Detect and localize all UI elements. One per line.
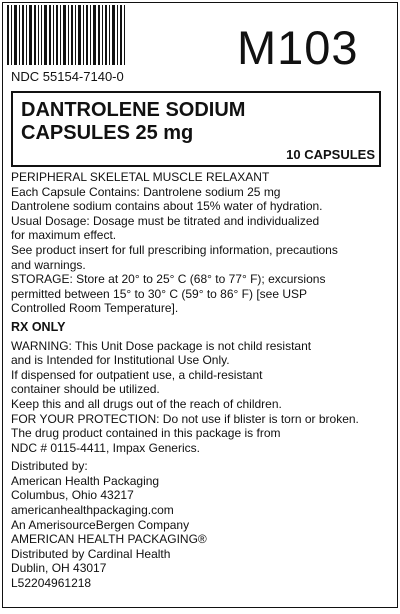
product-name: DANTROLENE SODIUM — [21, 99, 246, 121]
drug-label — [2, 2, 398, 608]
distributor-name: American Health Packaging — [11, 473, 160, 488]
source-line-2: NDC # 0115-4411, Impax Generics. — [11, 440, 200, 455]
warning-line-1: WARNING: This Unit Dose package is not child resistant — [11, 338, 312, 353]
warning-line-2: and is Intended for Institutional Use Only. — [11, 353, 230, 368]
barcode — [7, 5, 125, 65]
label-body — [11, 170, 395, 591]
capsule-count: 10 CAPSULES — [286, 147, 375, 162]
storage-line-2: permitted between 15° to 30° C (59° to 86° F) [see USP — [11, 286, 308, 301]
contains-line-2: Dantrolene sodium contains about 15% water of hydration. — [11, 199, 323, 214]
insert-line-2: and warnings. — [11, 257, 86, 272]
insert-line-1: See product insert for full prescribing information, precautions — [11, 242, 338, 257]
ndc-number: NDC 55154-7140-0 — [11, 69, 124, 84]
dosage-line-1: Usual Dosage: Dosage must be titrated and individualized — [11, 213, 320, 228]
source-line-1: The drug product contained in this package is from — [11, 426, 281, 441]
keep-away-line: Keep this and all drugs out of the reach of children. — [11, 396, 282, 411]
contains-line-1: Each Capsule Contains: Dantrolene sodium 25 mg — [11, 184, 281, 199]
product-code: M103 — [237, 21, 359, 74]
cardinal-distributor: Distributed by Cardinal Health — [11, 546, 171, 561]
drug-class: PERIPHERAL SKELETAL MUSCLE RELAXANT — [11, 170, 270, 184]
distributed-by-label: Distributed by: — [11, 459, 88, 474]
protection-line: FOR YOUR PROTECTION: Do not use if blister is torn or broken. — [11, 411, 359, 426]
parent-company: An AmerisourceBergen Company — [11, 517, 190, 532]
warning-line-4: container should be utilized. — [11, 382, 160, 397]
rx-only: RX ONLY — [11, 319, 66, 334]
product-name-box — [11, 91, 381, 167]
warning-line-3: If dispensed for outpatient use, a child-resistant — [11, 367, 263, 382]
product-strength: CAPSULES 25 mg — [21, 122, 194, 144]
storage-line-1: STORAGE: Store at 20° to 25° C (68° to 77° F); excursions — [11, 272, 326, 287]
dosage-line-2: for maximum effect. — [11, 228, 117, 243]
lot-number: L52204961218 — [11, 576, 92, 591]
distributor-city: Columbus, Ohio 43217 — [11, 488, 134, 503]
distributor-website: americanhealthpackaging.com — [11, 503, 174, 518]
cardinal-city: Dublin, OH 43017 — [11, 561, 107, 576]
ahp-brand: AMERICAN HEALTH PACKAGING® — [11, 532, 207, 547]
storage-line-3: Controlled Room Temperature]. — [11, 301, 179, 316]
